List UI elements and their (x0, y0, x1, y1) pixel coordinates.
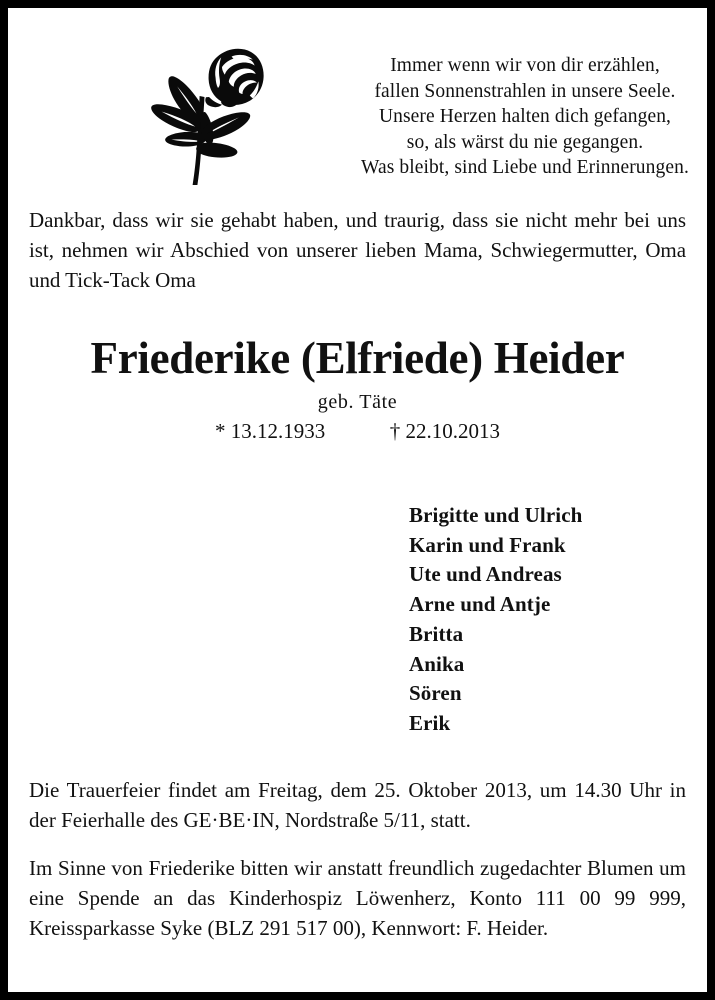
donation-text: Im Sinne von Friederike bitten wir anstatt freundlich zugedachter Blumen um eine Spende an das Kinderhospiz Löwenherz, Konto 111 00 99 999, Kreissparkasse Syke (BLZ 291 517 00), Kennwort: F. Heider. (29, 856, 686, 940)
poem-line: Immer wenn wir von dir erzählen, (390, 55, 660, 76)
intro-text: Dankbar, dass wir sie gehabt haben, und traurig, dass sie nicht mehr bei uns ist, nehmen wir Abschied von unserer lieben Mama, Schwiegermutter, Oma und Tick-Tack Oma (29, 208, 686, 292)
maiden-name: geb. Täte (317, 391, 398, 413)
deceased-name: Friederike (Elfriede) Heider (90, 333, 625, 383)
survivor-entry: Karin und Frank (409, 532, 566, 557)
funeral-service-paragraph (29, 775, 686, 835)
survivor-entry: Britta (409, 621, 464, 646)
survivor-entry: Erik (409, 710, 451, 735)
memorial-poem (339, 53, 711, 181)
poem-line: Was bleibt, sind Liebe und Erinnerungen. (361, 157, 689, 178)
survivor-entry: Brigitte und Ulrich (409, 503, 583, 527)
survivors-list (409, 501, 582, 739)
death-date: 22.10.2013 (405, 419, 500, 443)
obituary-inner-panel (8, 8, 707, 992)
death-symbol: † (389, 419, 401, 443)
survivor-entry: Ute und Andreas (409, 562, 562, 587)
survivor-entry: Arne und Antje (409, 592, 551, 617)
poem-line: fallen Sonnenstrahlen in unsere Seele. (374, 80, 676, 102)
intro-paragraph (29, 205, 686, 295)
rose-flower-icon (127, 45, 273, 187)
poem-line: Unsere Herzen halten dich gefangen, (378, 106, 672, 127)
survivor-entry: Anika (409, 651, 465, 676)
birth-date: 13.12.1933 (230, 419, 326, 443)
survivor-entry: Sören (409, 681, 462, 706)
deceased-name-block (9, 331, 706, 445)
life-dates (9, 417, 706, 445)
poem-line: so, als wärst du nie gegangen. (406, 131, 644, 153)
donation-request-paragraph (29, 853, 686, 943)
service-text: Die Trauerfeier findet am Freitag, dem 25. Oktober 2013, um 14.30 Uhr in der Feierhalle des GE·BE·IN, Nordstraße 5/11, statt. (29, 778, 686, 832)
header-region (9, 9, 706, 194)
birth-symbol: * (215, 419, 226, 443)
